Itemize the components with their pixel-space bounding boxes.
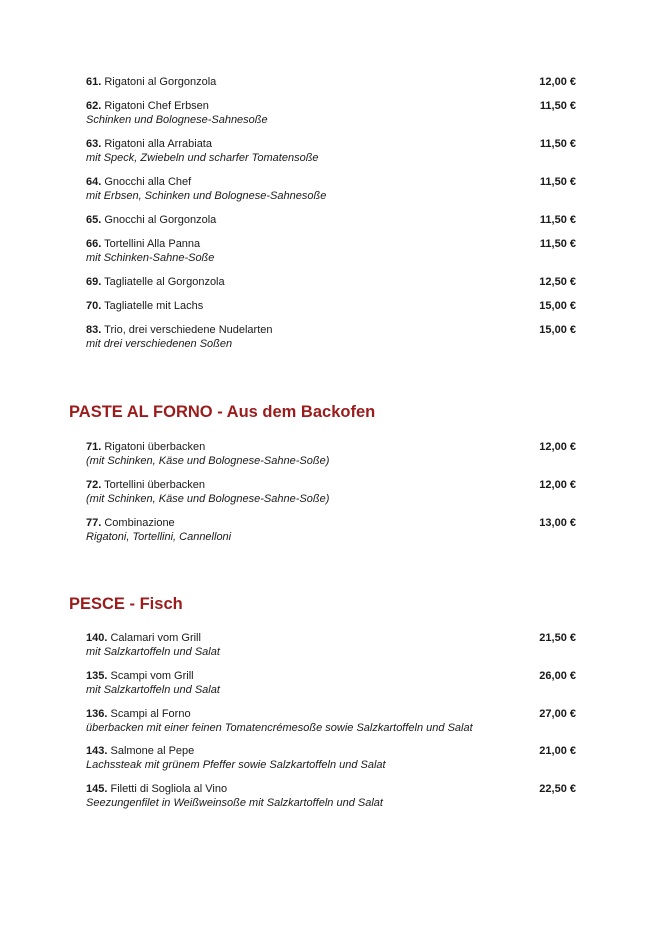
menu-item bbox=[86, 478, 576, 506]
item-price: 11,50 € bbox=[539, 100, 576, 112]
item-price: 11,50 € bbox=[539, 214, 576, 226]
item-name: Scampi vom Grill bbox=[110, 670, 194, 682]
item-description: Rigatoni, Tortellini, Cannelloni bbox=[86, 531, 232, 543]
item-description: Seezungenfilet in Weißweinsoße mit Salzkartoffeln und Salat bbox=[86, 797, 383, 809]
item-description: (mit Schinken, Käse und Bolognese-Sahne-Soße) bbox=[86, 493, 330, 505]
item-number: 145. bbox=[86, 783, 108, 795]
menu-item bbox=[86, 440, 576, 468]
menu-item bbox=[86, 275, 576, 289]
menu-item bbox=[86, 99, 576, 127]
item-description: mit Speck, Zwiebeln und scharfer Tomatensoße bbox=[86, 152, 319, 164]
item-price: 12,00 € bbox=[539, 76, 576, 88]
item-name: Rigatoni alla Arrabiata bbox=[104, 138, 212, 150]
item-number: 70. bbox=[86, 300, 102, 312]
item-name: Rigatoni überbacken bbox=[104, 441, 206, 453]
menu-item bbox=[86, 669, 576, 697]
item-number: 71. bbox=[86, 441, 102, 453]
item-price: 12,00 € bbox=[539, 441, 576, 453]
item-price: 11,50 € bbox=[539, 238, 576, 250]
menu-item bbox=[86, 782, 576, 810]
item-price: 13,00 € bbox=[539, 517, 576, 529]
item-name: Filetti di Sogliola al Vino bbox=[110, 783, 228, 795]
item-name: Tagliatelle al Gorgonzola bbox=[104, 276, 225, 288]
item-name: Calamari vom Grill bbox=[110, 632, 201, 644]
item-description: überbacken mit einer feinen Tomatencrémesoße sowie Salzkartoffeln und Salat bbox=[86, 722, 473, 734]
item-name: Tagliatelle mit Lachs bbox=[104, 300, 204, 312]
item-price: 15,00 € bbox=[539, 300, 576, 312]
menu-item bbox=[86, 75, 576, 89]
item-name: Trio, drei verschiedene Nudelarten bbox=[104, 324, 273, 336]
menu-item bbox=[86, 707, 576, 735]
menu-item bbox=[86, 237, 576, 265]
item-name: Rigatoni Chef Erbsen bbox=[104, 100, 209, 112]
item-price: 22,50 € bbox=[539, 783, 576, 795]
item-description: Schinken und Bolognese-Sahnesoße bbox=[86, 114, 268, 126]
item-price: 12,00 € bbox=[539, 479, 576, 491]
item-name: Tortellini Alla Panna bbox=[104, 238, 201, 250]
item-description: mit Erbsen, Schinken und Bolognese-Sahnesoße bbox=[86, 190, 327, 202]
item-price: 21,00 € bbox=[539, 745, 576, 757]
item-price: 15,00 € bbox=[539, 324, 576, 336]
item-price: 21,50 € bbox=[539, 632, 576, 644]
menu-item bbox=[86, 516, 576, 544]
item-number: 69. bbox=[86, 276, 102, 288]
item-number: 64. bbox=[86, 176, 102, 188]
item-number: 65. bbox=[86, 214, 102, 226]
section-title: PASTE AL FORNO - Aus dem Backofen bbox=[69, 403, 376, 421]
item-name: Salmone al Pepe bbox=[110, 745, 195, 757]
item-name: Gnocchi alla Chef bbox=[104, 176, 192, 188]
item-description: (mit Schinken, Käse und Bolognese-Sahne-Soße) bbox=[86, 455, 330, 467]
item-price: 11,50 € bbox=[539, 138, 576, 150]
item-name: Combinazione bbox=[104, 517, 175, 529]
item-price: 12,50 € bbox=[539, 276, 576, 288]
item-number: 83. bbox=[86, 324, 102, 336]
item-number: 72. bbox=[86, 479, 102, 491]
menu-item bbox=[86, 631, 576, 659]
menu-item bbox=[86, 175, 576, 203]
item-name: Tortellini überbacken bbox=[104, 479, 206, 491]
section-title: PESCE - Fisch bbox=[69, 595, 183, 613]
item-number: 63. bbox=[86, 138, 102, 150]
item-description: mit drei verschiedenen Soßen bbox=[86, 338, 233, 350]
item-name: Scampi al Forno bbox=[110, 708, 191, 720]
item-name: Gnocchi al Gorgonzola bbox=[104, 214, 217, 226]
item-description: mit Salzkartoffeln und Salat bbox=[86, 684, 220, 696]
item-description: mit Schinken-Sahne-Soße bbox=[86, 252, 215, 264]
item-number: 77. bbox=[86, 517, 102, 529]
item-number: 62. bbox=[86, 100, 102, 112]
item-number: 61. bbox=[86, 76, 102, 88]
item-price: 26,00 € bbox=[539, 670, 576, 682]
item-description: mit Salzkartoffeln und Salat bbox=[86, 646, 220, 658]
menu-item bbox=[86, 744, 576, 772]
menu-item bbox=[86, 213, 576, 227]
menu-item bbox=[86, 323, 576, 351]
item-number: 66. bbox=[86, 238, 102, 250]
item-number: 135. bbox=[86, 670, 108, 682]
menu-item bbox=[86, 299, 576, 313]
item-price: 11,50 € bbox=[539, 176, 576, 188]
item-price: 27,00 € bbox=[539, 708, 576, 720]
item-description: Lachssteak mit grünem Pfeffer sowie Salzkartoffeln und Salat bbox=[86, 759, 386, 771]
item-number: 143. bbox=[86, 745, 108, 757]
menu-item bbox=[86, 137, 576, 165]
item-name: Rigatoni al Gorgonzola bbox=[104, 76, 217, 88]
item-number: 136. bbox=[86, 708, 108, 720]
item-number: 140. bbox=[86, 632, 108, 644]
